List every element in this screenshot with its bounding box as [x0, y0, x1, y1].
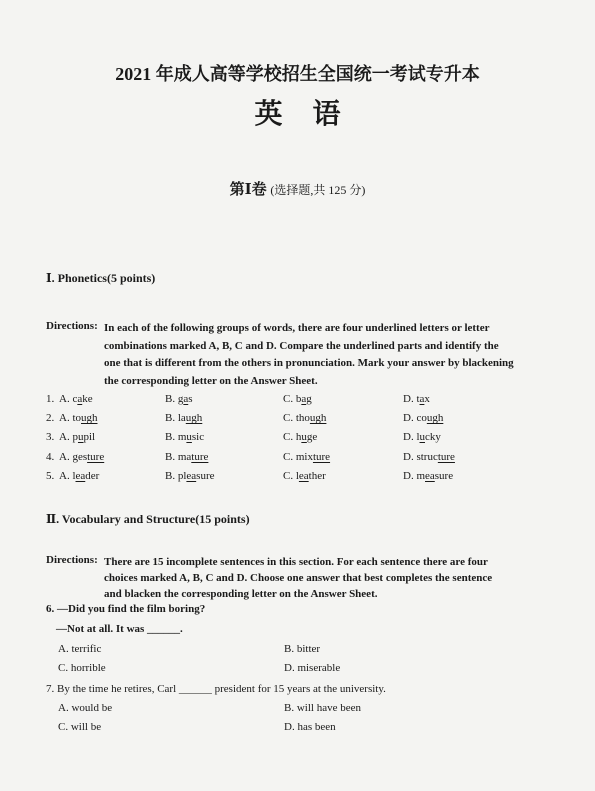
underlined-letters: ugh — [426, 412, 444, 424]
phonetics-option: A. gesture — [59, 451, 105, 463]
phonetics-option: D. tax — [403, 393, 430, 405]
directions-line: one that is different from the others in pronunciation. Mark your answer by blackening — [104, 357, 514, 369]
phonetics-option: B. pleasure — [165, 470, 215, 482]
question-7-option-d: D. has been — [284, 721, 336, 733]
phonetics-option: C. leather — [283, 470, 326, 482]
phonetics-option: D. structure — [403, 451, 455, 463]
underlined-letters: ugh — [81, 412, 98, 424]
phonetics-question-number: 5. — [46, 470, 55, 482]
directions-text — [104, 554, 544, 602]
phonetics-option: A. tough — [59, 412, 98, 424]
phonetics-question-number: 4. — [46, 451, 55, 463]
underlined-letters: a — [77, 393, 83, 405]
phonetics-option: B. music — [165, 431, 205, 443]
question-7-option-c: C. will be — [58, 721, 102, 733]
phonetics-option: B. laugh — [165, 412, 203, 424]
question-6-option-a: A. terrific — [58, 643, 102, 655]
phonetics-option: C. bag — [283, 393, 312, 405]
phonetics-question-number: 3. — [46, 431, 55, 443]
directions-line: and blacken the corresponding letter on the Answer Sheet. — [104, 588, 378, 600]
question-6-option-c: C. horrible — [58, 662, 106, 674]
underlined-letters: ugh — [309, 412, 327, 424]
underlined-letters: ture — [191, 451, 209, 463]
exam-title: 2021 年成人高等学校招生全国统一考试专升本 — [115, 64, 480, 84]
question-6-option-b: B. bitter — [284, 643, 321, 655]
question-6-stem: 6. —Did you find the film boring? — [46, 603, 206, 615]
underlined-letters: a — [419, 393, 425, 405]
phonetics-option: D. measure — [403, 470, 454, 482]
directions-label: Directions: — [46, 554, 98, 566]
question-7-option-b: B. will have been — [284, 702, 361, 714]
section-title-vocabulary: Ⅱ. Vocabulary and Structure(15 points) — [46, 512, 250, 526]
underlined-letters: a — [301, 393, 307, 405]
phonetics-option: A. pupil — [59, 431, 96, 443]
underlined-letters: ture — [437, 451, 455, 463]
underlined-letters: u — [419, 431, 425, 443]
phonetics-option: C. mixture — [283, 451, 331, 463]
phonetics-option: D. lucky — [403, 431, 441, 443]
underlined-letters: ea — [425, 470, 435, 482]
directions-label: Directions: — [46, 320, 98, 332]
underlined-letters: u — [301, 431, 307, 443]
underlined-letters: u — [77, 431, 84, 443]
phonetics-option: C. though — [283, 412, 327, 424]
directions-line: There are 15 incomplete sentences in this section. For each sentence there are four — [104, 556, 488, 568]
phonetics-option: B. mature — [165, 451, 209, 463]
directions-line: the corresponding letter on the Answer Sheet. — [104, 374, 318, 387]
volume-heading — [0, 178, 595, 199]
question-6-option-d: D. miserable — [284, 662, 341, 674]
underlined-letters: ture — [87, 451, 105, 463]
volume-title: 第Ⅰ卷 — [229, 182, 267, 198]
directions-line: In each of the following groups of words, there are four underlined letters or letter — [104, 322, 490, 334]
underlined-letters: ture — [312, 451, 331, 463]
section-title-phonetics: Ⅰ. Phonetics(5 points) — [46, 271, 156, 285]
phonetics-option: A. cake — [59, 393, 93, 405]
directions-text — [104, 320, 544, 390]
phonetics-question-number: 1. — [46, 393, 55, 405]
question-6-reply: —Not at all. It was ______. — [56, 623, 183, 635]
subject-title: 英语 — [254, 99, 371, 130]
underlined-letters: a — [183, 393, 189, 405]
underlined-letters: ea — [186, 470, 197, 482]
phonetics-option: D. cough — [403, 412, 444, 424]
question-7-stem: 7. By the time he retires, Carl ______ president for 15 years at the university. — [46, 683, 386, 695]
underlined-letters: ea — [75, 470, 86, 482]
question-7-option-a: A. would be — [58, 702, 113, 714]
phonetics-option: A. leader — [59, 470, 100, 482]
phonetics-option: C. huge — [283, 431, 318, 443]
phonetics-option: B. gas — [165, 393, 193, 405]
volume-note: (选择题,共 125 分) — [270, 183, 366, 197]
underlined-letters: ugh — [185, 412, 203, 424]
directions-line: choices marked A, B, C and D. Choose one answer that best completes the sentence — [104, 572, 493, 584]
directions-line: combinations marked A, B, C and D. Compare the underlined parts and identify the — [104, 339, 499, 352]
phonetics-question-number: 2. — [46, 412, 55, 424]
underlined-letters: ea — [298, 470, 309, 482]
underlined-letters: u — [186, 431, 192, 443]
